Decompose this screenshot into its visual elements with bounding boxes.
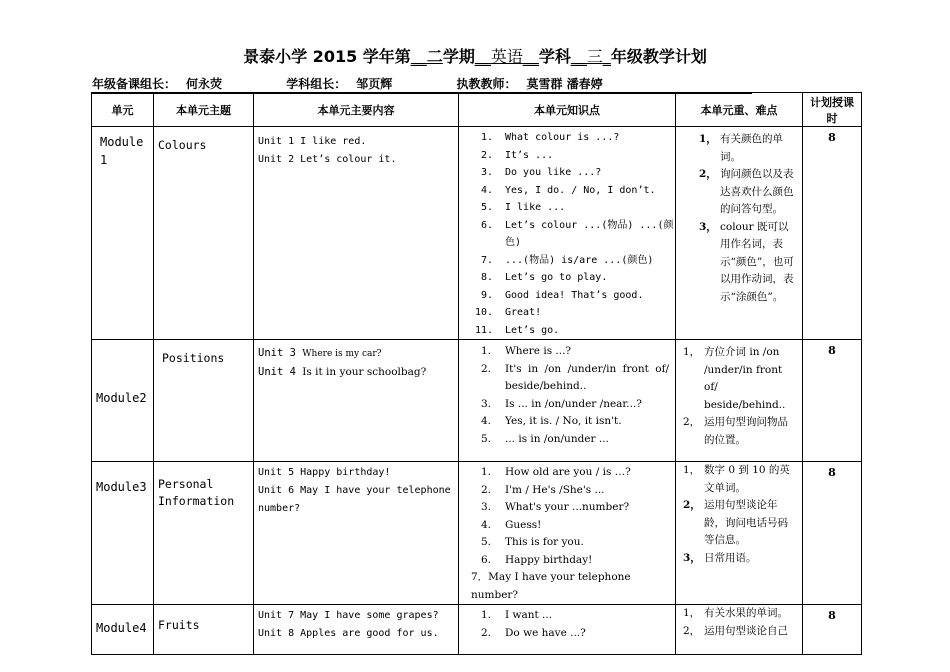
page-title: 景泰小学 2015 学年第__二学期__英语__学科__三_年级教学计划 — [243, 47, 707, 66]
unit-cell: Module 1 — [92, 127, 154, 340]
list-item: 8. Let’s go to play. — [481, 272, 608, 283]
difficulties-cell — [676, 340, 803, 462]
hours-cell: 8 — [803, 462, 862, 605]
points-cell — [459, 127, 676, 340]
topic-cell: Colours — [154, 127, 254, 340]
list-item: 3， colour 既可以用作名词，表示“颜色”，也可以用作动词，表示“涂颜色”。 — [699, 220, 794, 303]
content-cell: Unit 1 I like red. Unit 2 Let’s colour it. — [254, 127, 459, 340]
header-hours: 计划授课时 — [803, 93, 862, 127]
list-item: 1， 方位介词 in /on /under/in front of/ beside/behind.. — [683, 346, 786, 411]
list-item: 10. Great! — [475, 307, 542, 318]
list-item: 1. What colour is ...? — [481, 132, 620, 143]
list-item: 4. Yes, it is. / No, it isn't. — [481, 415, 622, 427]
list-item: 7. ...(物品) is/are ...(颜色) — [481, 254, 654, 266]
list-item: 3. Is ... in /on/under /near...? — [481, 397, 642, 410]
list-item: 2， 运用句型谈论自己 — [683, 624, 788, 637]
list-item: 1. How old are you / is …? — [481, 466, 631, 478]
header-topic: 本单元主题 — [154, 93, 254, 127]
list-item: 5. ... is in /on/under ... — [481, 432, 609, 445]
list-item: 2. Do we have ...? — [481, 626, 586, 639]
hours-cell: 8 — [803, 340, 862, 462]
list-item: 2， 运用句型询问物品的位置。 — [683, 416, 788, 446]
topic-cell: Personal Information — [154, 462, 254, 605]
teachers: 莫雪群 潘春婷 — [526, 77, 603, 91]
table-row — [92, 340, 862, 462]
content-cell: Unit 3 Where is my car? Unit 4 Is it in your schoolbag? — [254, 340, 459, 462]
unit-cell: Module4 — [92, 605, 154, 655]
list-item: 1. I want ... — [481, 609, 553, 621]
header-unit: 单元 — [92, 93, 154, 127]
subject-leader: 邹页辉 — [356, 77, 393, 91]
list-item: 1， 有关水果的单词。 — [683, 607, 788, 619]
points-cell — [459, 462, 676, 605]
unit-cell: Module2 — [92, 340, 154, 462]
list-item: 1. Where is ...? — [481, 345, 572, 357]
difficulties-cell — [676, 605, 803, 655]
content-line: Where is my car? — [302, 349, 382, 359]
difficulties-cell — [676, 127, 803, 340]
table-row — [92, 127, 862, 340]
list-item: 4. Yes, I do. / No, I don’t. — [481, 184, 656, 196]
list-item: 3. What's your ...number? — [481, 501, 630, 513]
content-cell: Unit 7 May I have some grapes? Unit 8 Apples are good for us. — [254, 605, 459, 655]
list-item: 3. Do you like ...? — [481, 167, 602, 178]
list-item: 11. Let’s go. — [475, 324, 560, 336]
subject-leader-label: 学科组长： — [286, 77, 347, 91]
header-difficulties: 本单元重、难点 — [676, 93, 803, 127]
topic-cell: Fruits — [154, 605, 254, 655]
list-item: 2， 运用句型谈论年龄，询问电话号码等信息。 — [683, 499, 788, 546]
list-item: 5. I like ... — [481, 202, 566, 213]
table-header-row — [92, 93, 862, 127]
list-item: 2， 询问颜色以及表达喜欢什么颜色的问答句型。 — [699, 168, 794, 215]
list-item: 6. Let’s colour ...(物品) ...(颜色) — [481, 219, 674, 248]
list-item: 2. It's in /on /under/in front of/ beside/behind.. — [481, 362, 669, 392]
table-row — [92, 605, 862, 655]
points-cell — [459, 340, 676, 462]
difficulties-cell — [676, 462, 803, 605]
list-item: 1， 有关颜色的单词。 — [699, 133, 783, 163]
teacher-label: 执教教师： — [456, 77, 517, 91]
topic-cell: Positions — [154, 340, 254, 462]
header-content: 本单元主要内容 — [254, 93, 459, 127]
plan-table — [91, 92, 862, 655]
list-item: 2. I'm / He's /She's ... — [481, 483, 605, 496]
unit-cell: Module3 — [92, 462, 154, 605]
list-item: 2. It’s ... — [481, 149, 554, 161]
hours-cell: 8 — [803, 605, 862, 655]
header-points: 本单元知识点 — [459, 93, 676, 127]
group-leader: 何永荧 — [186, 77, 223, 91]
list-item: 9. Good idea! That’s good. — [481, 289, 644, 301]
points-cell — [459, 605, 676, 655]
list-item: 7．May I have your telephone number? — [471, 571, 631, 601]
list-item: 3， 日常用语。 — [683, 551, 757, 564]
hours-cell: 8 — [803, 127, 862, 340]
table-row — [92, 462, 862, 605]
list-item: 4. Guess! — [481, 518, 542, 531]
list-item: 5. This is for you. — [481, 536, 584, 548]
list-item: 6. Happy birthday! — [481, 553, 593, 566]
group-leader-label: 年级备课组长： — [92, 77, 177, 91]
list-item: 1， 数字 0 到 10 的英文单词。 — [683, 464, 790, 494]
content-cell: Unit 5 Happy birthday! Unit 6 May I have your telephone number? — [254, 462, 459, 605]
